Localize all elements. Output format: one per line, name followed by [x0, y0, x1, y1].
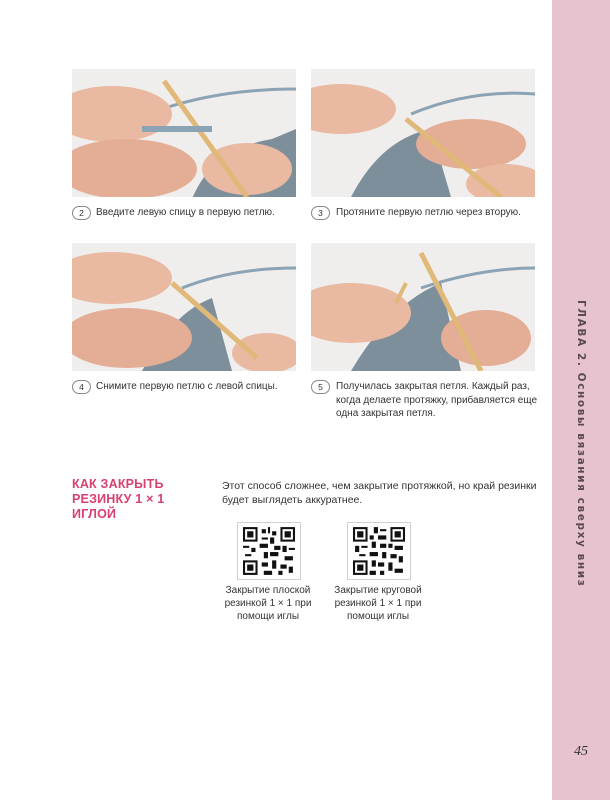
knitting-photo-5 [311, 243, 535, 371]
section-heading [72, 477, 212, 522]
qr-caption-circular [323, 584, 433, 623]
step-caption-5 [336, 380, 540, 421]
step-caption-3: Протяните первую петлю через вторую. [336, 207, 521, 218]
step-caption-4: Снимите первую петлю с левой спицы. [96, 381, 278, 392]
photo-step-4 [72, 243, 296, 371]
section-body-line: Этот способ сложнее, чем закрытие протяжкой, но край резинки [222, 480, 537, 492]
step-caption-5-line: когда делаете протяжку, прибавляется еще [336, 394, 538, 406]
qr-code-flat[interactable] [237, 522, 301, 580]
qr-caption-line: Закрытие круговой [334, 585, 422, 596]
qr-caption-line: резинкой 1 × 1 при [334, 598, 422, 609]
step-number-3: 3 [311, 206, 330, 220]
qr-caption-line: Закрытие плоской [225, 585, 311, 596]
knitting-photo-4 [72, 243, 296, 371]
page-number: 45 [574, 744, 588, 759]
chapter-title: ГЛАВА 2. Основы вязания сверху вниз [575, 300, 587, 588]
photo-step-5 [311, 243, 535, 371]
section-body [222, 479, 540, 507]
step-number-4: 4 [72, 380, 91, 394]
chapter-title-container [552, 0, 610, 800]
step-number-5: 5 [311, 380, 330, 394]
photo-step-2 [72, 69, 296, 197]
qr-caption-flat [213, 584, 323, 623]
section-heading-line: КАК ЗАКРЫТЬ [72, 477, 164, 491]
qr-caption-line: резинкой 1 × 1 при [224, 598, 312, 609]
chapter-sidebar [552, 0, 610, 800]
qr-caption-line: помощи иглы [346, 611, 410, 622]
qr-code-circular[interactable] [347, 522, 411, 580]
section-body-line: будет выглядеть аккуратнее. [222, 494, 363, 506]
step-number-2: 2 [72, 206, 91, 220]
qr-caption-line: помощи иглы [236, 611, 300, 622]
knitting-photo-2 [72, 69, 296, 197]
step-caption-5-line: Получилась закрытая петля. Каждый раз, [336, 381, 530, 392]
photo-step-3 [311, 69, 535, 197]
step-caption-2: Введите левую спицу в первую петлю. [96, 207, 275, 218]
qr-code-icon [243, 527, 295, 575]
knitting-photo-3 [311, 69, 535, 197]
qr-code-icon [353, 527, 405, 575]
section-heading-line: РЕЗИНКУ 1 × 1 ИГЛОЙ [72, 492, 165, 521]
step-caption-5-line: одна закрытая петля. [336, 408, 436, 419]
